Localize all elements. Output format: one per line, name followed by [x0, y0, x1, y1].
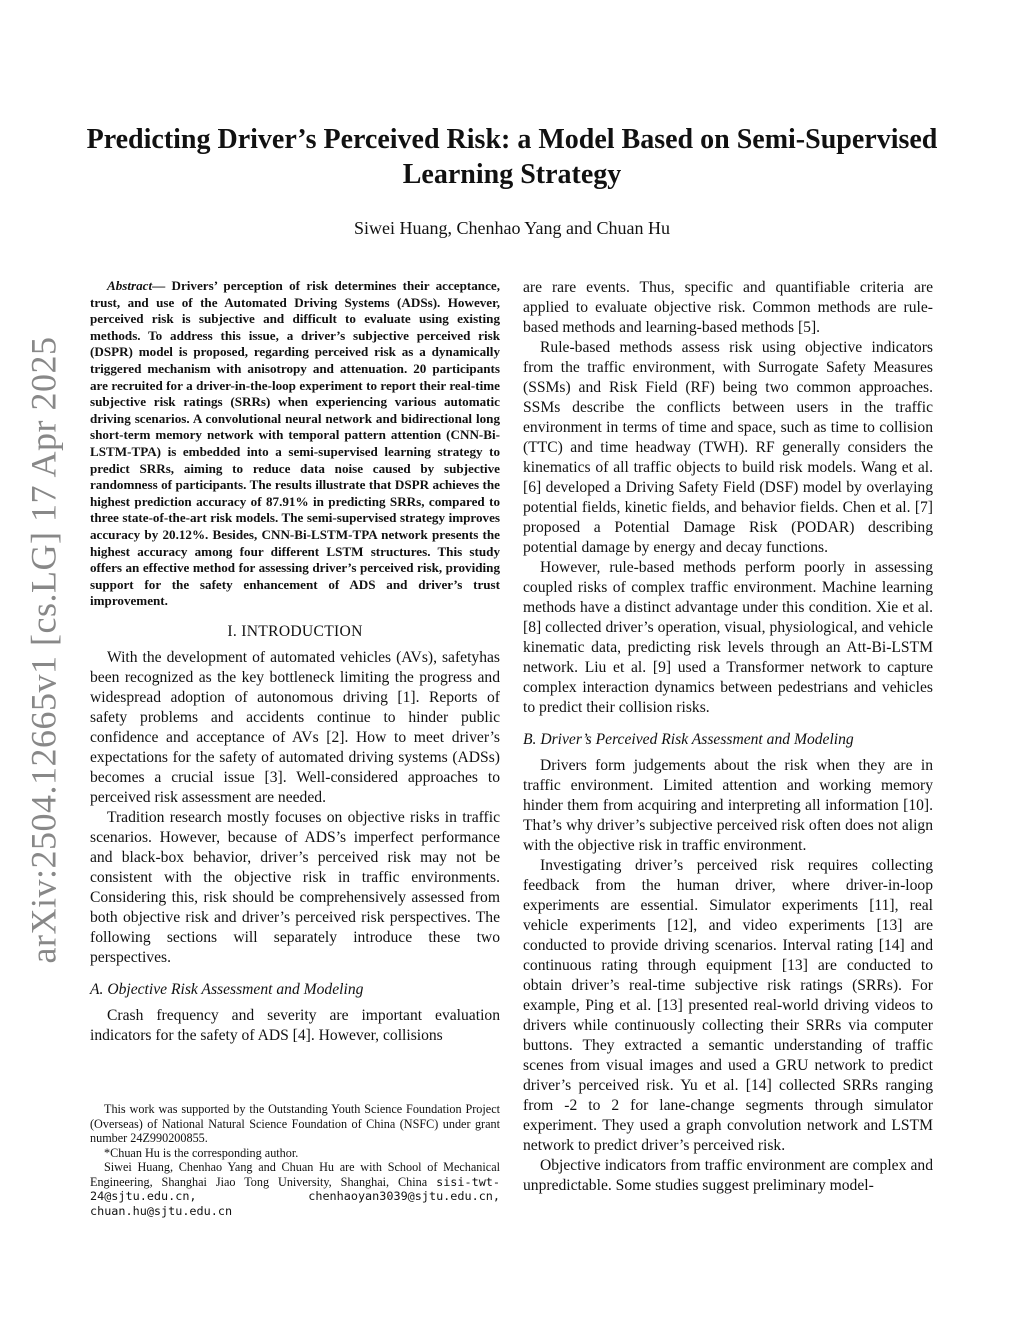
abstract-text: Drivers’ perception of risk determines their acceptance, trust, and use of the Automated Driving Systems (ADSs). However, perceived risk is subjective and difficult to evaluate using existing methods. To address this issue, a driver’s subjective perceived risk (DSPR) model is proposed, regarding perceived risk as a dynamically triggered mechanism with anisotropy and attenuation. 20 participants are recruited for a driver-in-the-loop experiment to report their real-time subjective risk ratings (SRRs) when experiencing various automatic driving scenarios. A convolutional neural network and bidirectional long short-term memory network with temporal pattern attention (CNN-Bi-LSTM-TPA) is embedded into a semi-supervised learning strategy to predict SRRs, aiming to reduce data noise caused by subjective randomness of participants. The results illustrate that DSPR achieves the highest prediction accuracy of 87.91% in predicting SRRs, compared to three state-of-the-art risk models. The semi-supervised strategy improves accuracy by 20.12%. Besides, CNN-Bi-LSTM-TPA network presents the highest accuracy among four different LSTM structures. This study offers an effective method for assessing driver’s perceived risk, providing support for the safety enhancement of ADS and driver’s trust improvement. — [90, 278, 500, 609]
footnote-corresponding: *Chuan Hu is the corresponding author. — [104, 1145, 299, 1160]
subsection-heading-objective-risk: A. Objective Risk Assessment and Modeling — [90, 980, 364, 998]
footnote-funding: This work was supported by the Outstanding Youth Science Foundation Project (Overseas) of National Natural Science Foundation of China (NSFC) under grant number 24Z990200855. — [90, 1102, 500, 1145]
paper-authors: Siwei Huang, Chenhao Yang and Chuan Hu — [354, 218, 670, 238]
perceived-risk-paragraph-3: Objective indicators from traffic environment are complex and unpredictable. Some studies suggest preliminary model- — [523, 1157, 933, 1194]
email-link-2[interactable]: chenhaoyan3039@sjtu.edu.cn, — [308, 1189, 500, 1203]
arxiv-identifier-text: arXiv:2504.12665v1 [cs.LG] 17 Apr 2025 — [23, 336, 64, 964]
section-heading-introduction: I. INTRODUCTION — [227, 622, 363, 640]
email-link-1[interactable]: sisi-twt-24@sjtu.edu.cn, — [90, 1174, 501, 1203]
email-link-3[interactable]: chuan.hu@sjtu.edu.cn — [90, 1203, 233, 1218]
intro-paragraph-1: With the development of automated vehicles (AVs), safetyhas been recognized as the key bottleneck limiting the progress and widespread adoption of autonomous driving [1]. Reports of safety problems and accidents continue to hinder public confidence and acceptance of AVs [2]. How to meet driver’s expectations for the safety of automated driving systems (ADSs) becomes a crucial issue [3]. Well-considered approaches to perceived risk assessment are needed. — [90, 648, 500, 806]
machine-learning-paragraph: However, rule-based methods perform poorly in assessing coupled risks of complex traffic environment. Machine learning methods have a distinct advantage under this condition. Xie et al. [8] collected driver’s operation, visual, physiological, and vehicle kinematic data, predicting risk levels through an Att-Bi-LSTM network. Liu et al. [9] used a Transformer network to capture complex interaction dynamics between pedestrians and vehicles to predict their collision risks. — [523, 559, 933, 716]
footnote-affiliation — [90, 1160, 500, 1218]
subsection-heading-perceived-risk: B. Driver’s Perceived Risk Assessment and Modeling — [523, 731, 854, 748]
perceived-risk-paragraph-2: Investigating driver’s perceived risk requires collecting feedback from the human driver, where driver-in-loop experiments are essential. Simulator experiments [11], real vehicle experiments [12], and video experiments [13] are conducted to provide driving scenarios. Interval rating [14] and continuous rating through equipment [13] are conducted to obtain driver’s real-time subjective risk ratings (SRRs). For example, Ping et al. [13] presented real-world driving videos to drivers while continuously collecting their SRRs via computer buttons. They extracted a semantic understanding of traffic scenes from visual images and used a GRU network to predict driver’s perceived risk. Yu et al. [14] collected SRRs ranging from -2 to 2 for lane-change segments through simulator experiment. They used a graph convolution network and LSTM network to predict driver’s perceived risk. — [523, 857, 933, 1154]
objective-risk-paragraph-1: Crash frequency and severity are important evaluation indicators for the safety of ADS [4]. However, collisions — [90, 1006, 500, 1044]
objective-risk-paragraph-continued: are rare events. Thus, specific and quantifiable criteria are applied to evaluate objective risk. Common methods are rule-based methods and learning-based methods [5]. — [523, 279, 933, 336]
abstract-label: Abstract — [107, 278, 153, 293]
rule-based-paragraph: Rule-based methods assess risk using objective indicators from the traffic environment, with Surrogate Safety Measures (SSMs) and Risk Field (RF) being two common approaches. SSMs describe the conflicts between users in the traffic environment in terms of time and space, such as time to collision (TTC) and time headway (TWH). RF generally considers the kinematics of all traffic objects to build risk models. Wang et al. [6] developed a Driving Safety Field (DSF) model by overlaying potential fields, kinetic fields, and behavior fields. Chen et al. [7] proposed a Potential Damage Risk (PODAR) describing potential damage by energy and decay functions. — [523, 339, 933, 556]
paper-title: Predicting Driver’s Perceived Risk: a Model Based on Semi-Supervised Learning Strategy — [86, 124, 938, 190]
intro-paragraph-2: Tradition research mostly focuses on objective risks in traffic scenarios. However, because of ADS’s imperfect performance and black-box behavior, driver’s perceived risk may not be consistent with the objective risk in traffic environments. Considering this, risk should be comprehensively assessed from both objective risk and driver’s perceived risk perspectives. The following sections will separately introduce these two perspectives. — [90, 808, 500, 966]
footnote-affiliation-text: Siwei Huang, Chenhao Yang and Chuan Hu are with School of Mechanical Engineering, Shanghai Jiao Tong University, Shanghai, China — [90, 1160, 500, 1189]
footnotes — [90, 1102, 500, 1218]
arxiv-identifier — [14, 336, 72, 964]
abstract-dash: — — [152, 278, 166, 293]
left-column — [90, 278, 500, 1046]
perceived-risk-paragraph-1: Drivers form judgements about the risk when they are in traffic environment. Limited attention and working memory hinder them from acquiring and interpreting all information [10]. That’s why driver’s subjective perceived risk often does not align with the objective risk in traffic environment. — [523, 757, 933, 854]
right-column — [523, 278, 933, 1196]
abstract — [90, 278, 500, 610]
